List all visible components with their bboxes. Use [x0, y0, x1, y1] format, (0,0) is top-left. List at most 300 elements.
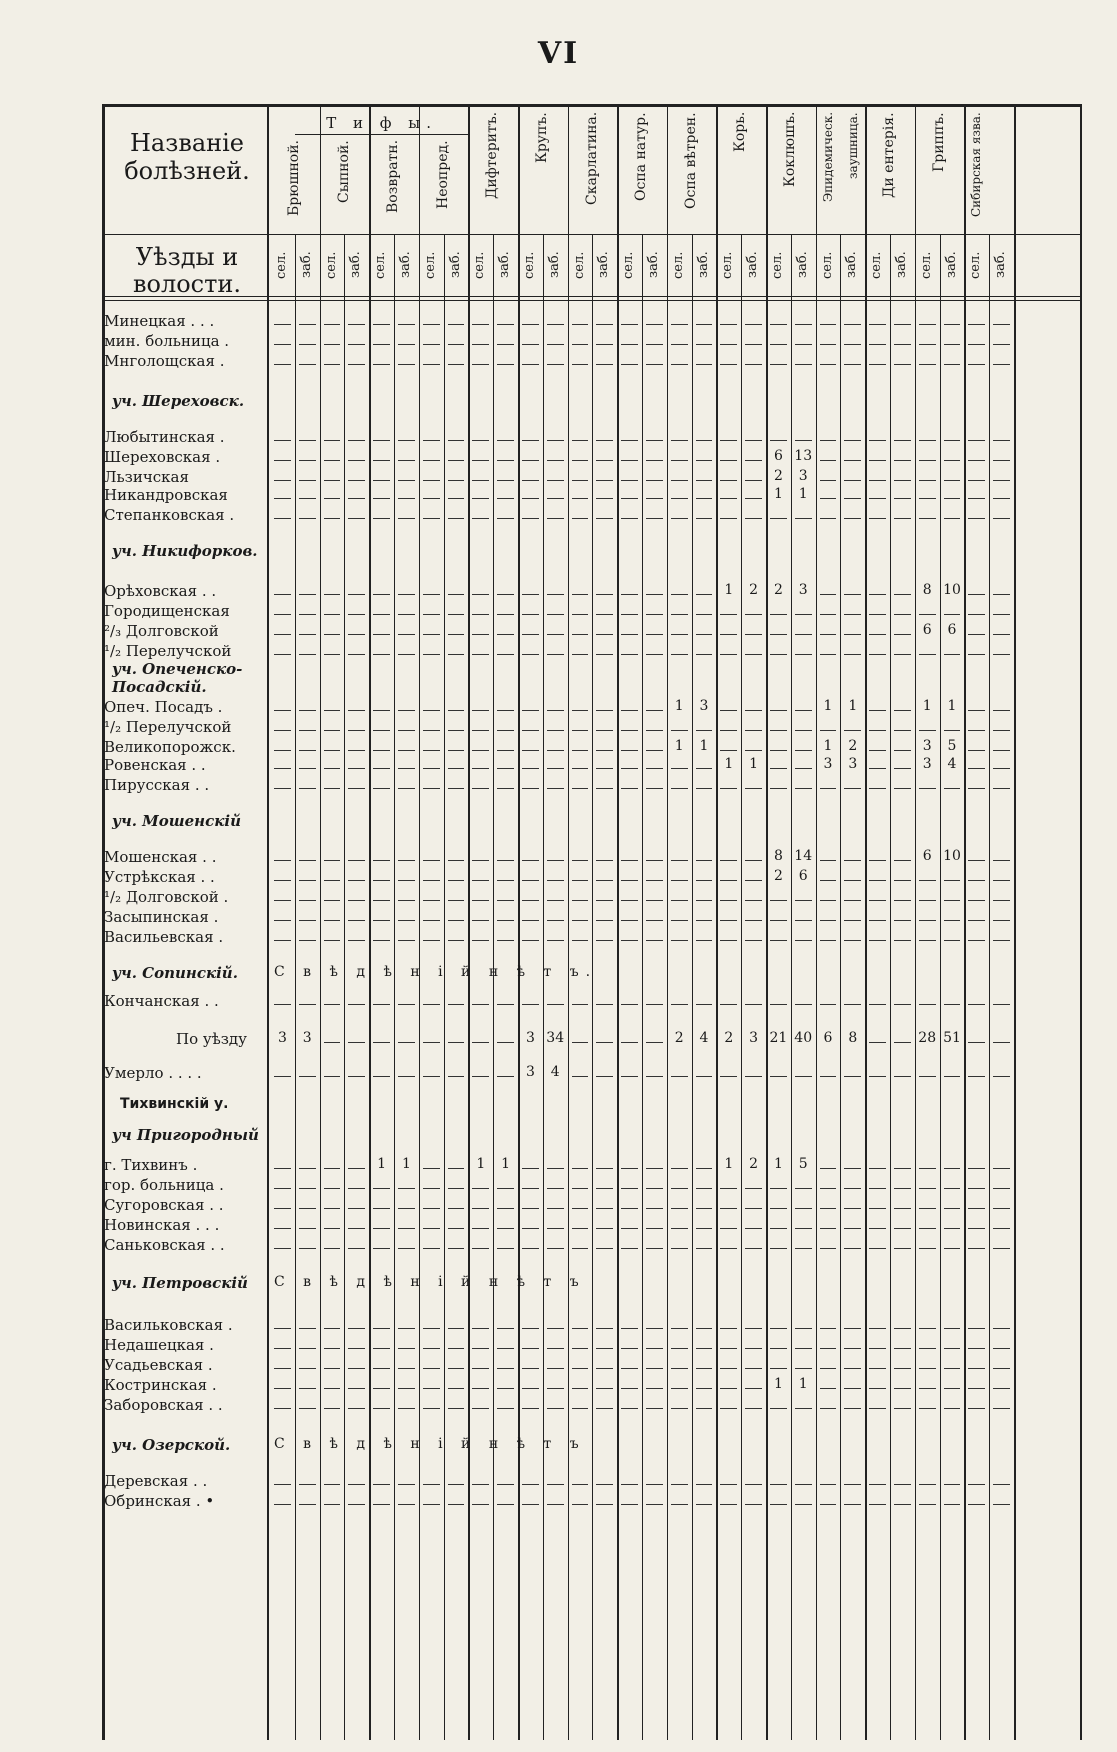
- data-cell: 4: [550, 1064, 560, 1080]
- empty-dash: [497, 768, 514, 769]
- empty-dash: [572, 860, 589, 861]
- empty-dash: [472, 480, 489, 481]
- empty-dash: [671, 730, 688, 731]
- row-label: Пирусская . .: [104, 776, 210, 794]
- empty-dash: [621, 940, 638, 941]
- empty-dash: [720, 1188, 737, 1189]
- empty-dash: [596, 1168, 613, 1169]
- empty-dash: [993, 324, 1010, 325]
- row-label: Мошенская . .: [104, 848, 217, 866]
- empty-dash: [348, 750, 365, 751]
- empty-dash: [869, 880, 886, 881]
- empty-dash: [596, 860, 613, 861]
- empty-dash: [472, 634, 489, 635]
- empty-dash: [596, 364, 613, 365]
- empty-dash: [299, 480, 316, 481]
- empty-dash: [299, 860, 316, 861]
- empty-dash: [869, 750, 886, 751]
- empty-dash: [993, 730, 1010, 731]
- empty-dash: [522, 730, 539, 731]
- sub-sel-label: сел.: [670, 251, 686, 279]
- column-rule: [320, 104, 322, 1740]
- data-cell: 3: [798, 468, 808, 484]
- data-cell: 6: [922, 622, 932, 638]
- empty-dash: [299, 1368, 316, 1369]
- subcolumn-rule: [692, 234, 693, 1740]
- empty-dash: [820, 920, 837, 921]
- empty-dash: [373, 1042, 390, 1043]
- empty-dash: [398, 750, 415, 751]
- empty-dash: [820, 860, 837, 861]
- empty-dash: [820, 594, 837, 595]
- empty-dash: [720, 1368, 737, 1369]
- data-cell: 2: [724, 1030, 734, 1046]
- empty-dash: [671, 1168, 688, 1169]
- empty-dash: [324, 1388, 341, 1389]
- empty-dash: [324, 900, 341, 901]
- empty-dash: [547, 1504, 564, 1505]
- empty-dash: [820, 634, 837, 635]
- empty-dash: [745, 730, 762, 731]
- empty-dash: [398, 594, 415, 595]
- empty-dash: [373, 1328, 390, 1329]
- empty-dash: [844, 364, 861, 365]
- empty-dash: [795, 940, 812, 941]
- empty-dash: [547, 1208, 564, 1209]
- empty-dash: [869, 710, 886, 711]
- empty-dash: [993, 788, 1010, 789]
- empty-dash: [423, 344, 440, 345]
- empty-dash: [398, 1328, 415, 1329]
- empty-dash: [894, 750, 911, 751]
- data-cell: 2: [674, 1030, 684, 1046]
- empty-dash: [696, 1484, 713, 1485]
- empty-dash: [968, 1504, 985, 1505]
- empty-dash: [348, 1328, 365, 1329]
- empty-dash: [671, 1328, 688, 1329]
- empty-dash: [324, 1504, 341, 1505]
- empty-dash: [869, 364, 886, 365]
- sub-sel-label: сел.: [422, 251, 438, 279]
- empty-dash: [720, 1076, 737, 1077]
- empty-dash: [646, 1408, 663, 1409]
- data-cell: 1: [377, 1156, 387, 1172]
- empty-dash: [423, 1248, 440, 1249]
- empty-dash: [497, 654, 514, 655]
- empty-dash: [646, 1504, 663, 1505]
- empty-dash: [472, 1076, 489, 1077]
- empty-dash: [844, 654, 861, 655]
- empty-dash: [324, 594, 341, 595]
- empty-dash: [869, 498, 886, 499]
- subcolumn-rule: [394, 234, 395, 1740]
- empty-dash: [869, 1076, 886, 1077]
- empty-dash: [522, 654, 539, 655]
- empty-dash: [869, 324, 886, 325]
- empty-dash: [844, 498, 861, 499]
- empty-dash: [497, 788, 514, 789]
- row-label: мин. больница .: [104, 332, 230, 350]
- empty-dash: [522, 1328, 539, 1329]
- empty-dash: [944, 1004, 961, 1005]
- empty-dash: [472, 594, 489, 595]
- row-label: уч Пригородный: [112, 1126, 259, 1144]
- empty-dash: [820, 1076, 837, 1077]
- empty-dash: [348, 1348, 365, 1349]
- empty-dash: [274, 920, 291, 921]
- empty-dash: [274, 1504, 291, 1505]
- empty-dash: [472, 1348, 489, 1349]
- empty-dash: [646, 594, 663, 595]
- empty-dash: [423, 594, 440, 595]
- empty-dash: [770, 518, 787, 519]
- empty-dash: [547, 498, 564, 499]
- data-cell: 10: [943, 582, 961, 598]
- empty-dash: [497, 1504, 514, 1505]
- column-rule: [816, 104, 818, 1740]
- row-label: Васильевская .: [104, 928, 224, 946]
- column-label-4: Дифтеритъ.: [484, 112, 501, 200]
- empty-dash: [671, 1188, 688, 1189]
- subcolumn-rule: [295, 234, 296, 1740]
- empty-dash: [423, 1388, 440, 1389]
- empty-dash: [844, 1208, 861, 1209]
- empty-dash: [547, 1388, 564, 1389]
- empty-dash: [745, 480, 762, 481]
- empty-dash: [919, 1328, 936, 1329]
- empty-dash: [596, 1208, 613, 1209]
- empty-dash: [398, 1484, 415, 1485]
- empty-dash: [547, 710, 564, 711]
- empty-dash: [621, 1484, 638, 1485]
- empty-dash: [398, 364, 415, 365]
- empty-dash: [621, 860, 638, 861]
- empty-dash: [472, 920, 489, 921]
- empty-dash: [373, 1004, 390, 1005]
- empty-dash: [745, 940, 762, 941]
- empty-dash: [522, 1228, 539, 1229]
- empty-dash: [621, 518, 638, 519]
- empty-dash: [324, 1076, 341, 1077]
- empty-dash: [373, 768, 390, 769]
- empty-dash: [968, 1408, 985, 1409]
- empty-dash: [820, 1168, 837, 1169]
- column-label-13: Гриппъ.: [930, 112, 947, 172]
- empty-dash: [894, 1042, 911, 1043]
- empty-dash: [299, 1408, 316, 1409]
- empty-dash: [398, 730, 415, 731]
- empty-dash: [720, 460, 737, 461]
- empty-dash: [745, 498, 762, 499]
- empty-dash: [795, 1504, 812, 1505]
- row-label: Шереховская .: [104, 448, 221, 466]
- empty-dash: [448, 594, 465, 595]
- empty-dash: [993, 634, 1010, 635]
- empty-dash: [671, 1368, 688, 1369]
- empty-dash: [497, 1208, 514, 1209]
- empty-dash: [547, 1348, 564, 1349]
- data-cell: 13: [794, 448, 813, 464]
- empty-dash: [795, 1228, 812, 1229]
- empty-dash: [869, 1248, 886, 1249]
- empty-dash: [472, 1408, 489, 1409]
- empty-dash: [596, 1004, 613, 1005]
- row-label: Никандровская: [104, 486, 228, 504]
- empty-dash: [770, 364, 787, 365]
- empty-dash: [373, 654, 390, 655]
- disease-title-1: Названіе: [129, 129, 245, 157]
- empty-dash: [770, 750, 787, 751]
- empty-dash: [522, 594, 539, 595]
- empty-dash: [348, 440, 365, 441]
- empty-dash: [844, 1328, 861, 1329]
- empty-dash: [720, 750, 737, 751]
- empty-dash: [398, 1042, 415, 1043]
- empty-dash: [398, 460, 415, 461]
- empty-dash: [348, 1408, 365, 1409]
- data-cell: 3: [848, 756, 858, 772]
- empty-dash: [274, 1208, 291, 1209]
- empty-dash: [869, 768, 886, 769]
- empty-dash: [324, 498, 341, 499]
- empty-dash: [299, 1208, 316, 1209]
- empty-dash: [348, 498, 365, 499]
- empty-dash: [522, 940, 539, 941]
- empty-dash: [621, 1208, 638, 1209]
- empty-dash: [596, 1368, 613, 1369]
- empty-dash: [497, 324, 514, 325]
- empty-dash: [696, 1408, 713, 1409]
- column-label-14: Сибирская язва.: [969, 112, 984, 217]
- data-cell: 5: [947, 738, 957, 754]
- empty-dash: [472, 1208, 489, 1209]
- empty-dash: [274, 900, 291, 901]
- empty-dash: [968, 1042, 985, 1043]
- empty-dash: [373, 1188, 390, 1189]
- column-label-5: Крупъ.: [534, 112, 550, 163]
- empty-dash: [324, 440, 341, 441]
- empty-dash: [497, 1076, 514, 1077]
- empty-dash: [373, 344, 390, 345]
- empty-dash: [944, 920, 961, 921]
- empty-dash: [547, 1188, 564, 1189]
- empty-dash: [423, 480, 440, 481]
- empty-dash: [646, 730, 663, 731]
- column-label-9: Корь.: [732, 112, 749, 153]
- empty-dash: [423, 1188, 440, 1189]
- empty-dash: [944, 1188, 961, 1189]
- sub-zab-label: заб.: [596, 251, 612, 279]
- empty-dash: [919, 788, 936, 789]
- empty-dash: [720, 498, 737, 499]
- right-rule: [1080, 104, 1082, 1740]
- empty-dash: [596, 498, 613, 499]
- empty-dash: [448, 518, 465, 519]
- empty-dash: [646, 788, 663, 789]
- empty-dash: [968, 614, 985, 615]
- empty-dash: [820, 654, 837, 655]
- empty-dash: [299, 920, 316, 921]
- empty-dash: [993, 940, 1010, 941]
- empty-dash: [299, 440, 316, 441]
- empty-dash: [324, 480, 341, 481]
- data-cell: 2: [773, 868, 783, 884]
- empty-dash: [299, 344, 316, 345]
- empty-dash: [398, 1368, 415, 1369]
- empty-dash: [522, 920, 539, 921]
- sub-zab-label: заб.: [348, 251, 364, 279]
- empty-dash: [373, 324, 390, 325]
- empty-dash: [944, 900, 961, 901]
- empty-dash: [944, 1504, 961, 1505]
- data-cell: 14: [794, 848, 813, 864]
- empty-dash: [745, 920, 762, 921]
- empty-dash: [448, 324, 465, 325]
- empty-dash: [844, 1388, 861, 1389]
- empty-dash: [869, 1388, 886, 1389]
- empty-dash: [596, 710, 613, 711]
- empty-dash: [547, 440, 564, 441]
- data-cell: 1: [674, 738, 684, 754]
- empty-dash: [324, 614, 341, 615]
- empty-dash: [572, 730, 589, 731]
- empty-dash: [968, 730, 985, 731]
- empty-dash: [448, 1248, 465, 1249]
- empty-dash: [572, 880, 589, 881]
- empty-dash: [324, 364, 341, 365]
- column-rule: [568, 104, 570, 1740]
- empty-dash: [968, 480, 985, 481]
- column-label-7: Оспа натур.: [633, 112, 650, 201]
- empty-dash: [596, 730, 613, 731]
- empty-dash: [944, 480, 961, 481]
- empty-dash: [745, 344, 762, 345]
- empty-dash: [770, 1004, 787, 1005]
- row-label: Степанковская .: [104, 506, 235, 524]
- empty-dash: [919, 654, 936, 655]
- empty-dash: [299, 900, 316, 901]
- empty-dash: [671, 1248, 688, 1249]
- empty-dash: [894, 1004, 911, 1005]
- page-number: VI: [537, 36, 580, 71]
- row-label: Саньковская . .: [104, 1236, 225, 1254]
- empty-dash: [646, 518, 663, 519]
- empty-dash: [795, 1188, 812, 1189]
- empty-dash: [968, 1348, 985, 1349]
- data-cell: 1: [773, 1156, 783, 1172]
- empty-dash: [968, 518, 985, 519]
- empty-dash: [547, 1248, 564, 1249]
- empty-dash: [572, 1004, 589, 1005]
- empty-dash: [621, 654, 638, 655]
- empty-dash: [944, 498, 961, 499]
- empty-dash: [274, 1368, 291, 1369]
- row-label: Льзичская: [104, 468, 189, 486]
- empty-dash: [348, 768, 365, 769]
- empty-dash: [274, 940, 291, 941]
- empty-dash: [894, 364, 911, 365]
- empty-dash: [894, 860, 911, 861]
- empty-dash: [671, 1504, 688, 1505]
- empty-dash: [944, 1168, 961, 1169]
- empty-dash: [423, 920, 440, 921]
- empty-dash: [472, 654, 489, 655]
- empty-dash: [398, 900, 415, 901]
- empty-dash: [795, 1408, 812, 1409]
- empty-dash: [522, 768, 539, 769]
- row-label: Любытинская .: [104, 428, 225, 446]
- empty-dash: [596, 1388, 613, 1389]
- empty-dash: [547, 860, 564, 861]
- empty-dash: [324, 1188, 341, 1189]
- empty-dash: [944, 940, 961, 941]
- empty-dash: [696, 1228, 713, 1229]
- empty-dash: [720, 920, 737, 921]
- empty-dash: [745, 518, 762, 519]
- empty-dash: [968, 498, 985, 499]
- empty-dash: [398, 1504, 415, 1505]
- empty-dash: [720, 940, 737, 941]
- empty-dash: [348, 1168, 365, 1169]
- empty-dash: [671, 1228, 688, 1229]
- empty-dash: [373, 880, 390, 881]
- empty-dash: [720, 1328, 737, 1329]
- empty-dash: [472, 750, 489, 751]
- column-rule: [419, 104, 421, 1740]
- typhus-group-title: Т и ф ы.: [326, 114, 437, 132]
- empty-dash: [398, 1188, 415, 1189]
- empty-dash: [572, 344, 589, 345]
- empty-dash: [547, 614, 564, 615]
- empty-dash: [373, 498, 390, 499]
- empty-dash: [968, 460, 985, 461]
- empty-dash: [448, 880, 465, 881]
- empty-dash: [497, 460, 514, 461]
- empty-dash: [894, 1328, 911, 1329]
- empty-dash: [596, 920, 613, 921]
- empty-dash: [944, 1368, 961, 1369]
- empty-dash: [274, 1388, 291, 1389]
- empty-dash: [696, 730, 713, 731]
- empty-dash: [596, 1484, 613, 1485]
- empty-dash: [274, 860, 291, 861]
- empty-dash: [522, 750, 539, 751]
- empty-dash: [968, 710, 985, 711]
- empty-dash: [646, 1228, 663, 1229]
- empty-dash: [348, 1504, 365, 1505]
- empty-dash: [299, 1188, 316, 1189]
- empty-dash: [968, 344, 985, 345]
- empty-dash: [448, 710, 465, 711]
- empty-dash: [274, 1228, 291, 1229]
- empty-dash: [547, 940, 564, 941]
- column-label-11: Эпидемическ. заушница.: [820, 112, 860, 203]
- empty-dash: [968, 1484, 985, 1485]
- empty-dash: [671, 344, 688, 345]
- empty-dash: [324, 750, 341, 751]
- empty-dash: [968, 1076, 985, 1077]
- empty-dash: [944, 1248, 961, 1249]
- empty-dash: [646, 1076, 663, 1077]
- empty-dash: [596, 1188, 613, 1189]
- empty-dash: [348, 920, 365, 921]
- empty-dash: [720, 788, 737, 789]
- empty-dash: [398, 1388, 415, 1389]
- empty-dash: [993, 1504, 1010, 1505]
- empty-dash: [299, 1504, 316, 1505]
- empty-dash: [671, 440, 688, 441]
- empty-dash: [621, 364, 638, 365]
